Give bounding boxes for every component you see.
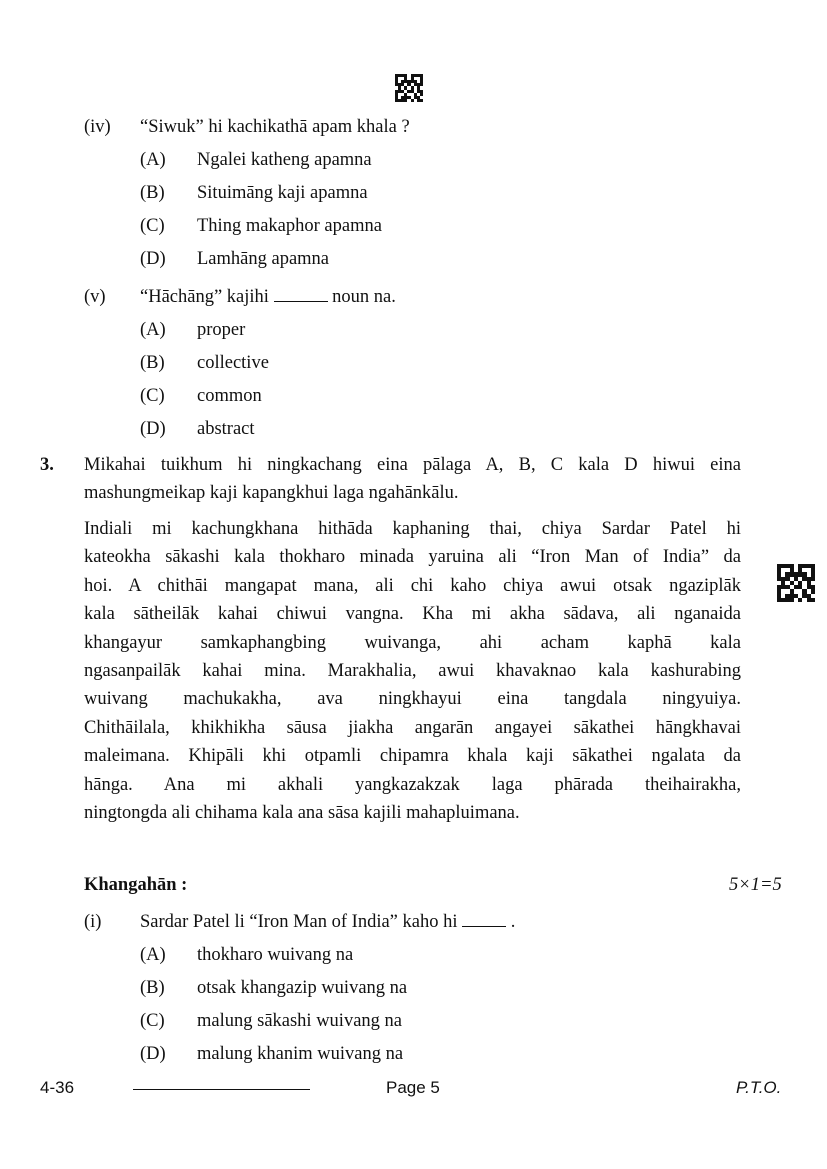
option-label: (B) [140, 183, 165, 203]
passage-line: ngasanpailāk kahai mina. Marakhalia, awui khavaknao kala kashurabing [84, 661, 741, 682]
passage [84, 515, 741, 827]
question-i-text-after: . [510, 912, 516, 932]
please-turn-over: P.T.O. [736, 1078, 782, 1097]
option-text: proper [197, 320, 246, 340]
option-label: (B) [140, 353, 165, 373]
paper-code: 4-36 [40, 1078, 75, 1097]
page-number: Page 5 [386, 1078, 440, 1097]
option-label: (C) [140, 216, 165, 236]
option-text: common [197, 386, 262, 406]
option-label: (A) [140, 150, 166, 170]
passage-line: wuivang machukakha, ava ningkhayui eina tangdala ningyuiya. [84, 689, 741, 710]
passage-line: kala sātheilāk kahai chiwui vangna. Kha mi akha sādava, ali nganaida [84, 604, 741, 625]
question-iv-text: “Siwuk” hi kachikathā apam khala ? [140, 117, 410, 137]
question-v-number: (v) [84, 287, 106, 307]
passage-line: kateokha sākashi kala thokharo minada yaruina ali “Iron Man of India” da [84, 547, 741, 568]
passage-line: maleimana. Khipāli khi otpamli chipamra khala kaji sākathei ngalata da [84, 746, 741, 767]
option-text: thokharo wuivang na [197, 945, 354, 965]
instruction-line: mashungmeikap kaji kapangkhui laga ngahānkālu. [84, 483, 459, 504]
option-text: malung khanim wuivang na [197, 1044, 404, 1064]
option-text: abstract [197, 419, 255, 439]
passage-line: Indiali mi kachungkhana hithāda kaphaning thai, chiya Sardar Patel hi [84, 519, 741, 539]
footer-divider [133, 1089, 310, 1090]
question-3-instruction [84, 451, 741, 508]
option-text: Lamhāng apamna [197, 249, 330, 269]
qr-code-top [395, 74, 423, 102]
marks-allocation: 5×1=5 [729, 875, 782, 895]
option-text: collective [197, 353, 269, 373]
option-label: (B) [140, 978, 165, 998]
option-label: (D) [140, 1044, 166, 1064]
passage-line: hoi. A chithāi mangapat mana, ali chi kaho chiya awui otsak ngaziplāk [84, 575, 741, 596]
passage-line: khangayur samkaphangbing wuivanga, ahi acham kaphā kala [84, 632, 741, 653]
questions-heading: Khangahān : [84, 875, 188, 895]
question-3-number: 3. [40, 455, 54, 475]
question-i-number: (i) [84, 912, 102, 932]
option-label: (D) [140, 249, 166, 269]
answer-blank [274, 287, 328, 302]
option-label: (A) [140, 945, 166, 965]
passage-line: Chithāilala, khikhikha sāusa jiakha angarān angayei sākathei hāngkhavai [84, 717, 741, 738]
option-text: Situimāng kaji apamna [197, 183, 368, 203]
option-label: (C) [140, 1011, 165, 1031]
passage-line: hānga. Ana mi akhali yangkazakzak laga phārada theihairakha, [84, 774, 741, 795]
question-v-text [140, 283, 396, 311]
question-v-text-before: “Hāchāng” kajihi [140, 287, 269, 307]
question-v-text-after: noun na. [332, 287, 396, 307]
question-i-text-before: Sardar Patel li “Iron Man of India” kaho hi [140, 912, 458, 932]
answer-blank [462, 912, 506, 927]
passage-line: ningtongda ali chihama kala ana sāsa kajili mahapluimana. [84, 803, 520, 824]
option-text: Thing makaphor apamna [197, 216, 382, 236]
option-text: malung sākashi wuivang na [197, 1011, 402, 1031]
question-iv-number: (iv) [84, 117, 111, 137]
option-text: Ngalei katheng apamna [197, 150, 372, 170]
option-label: (D) [140, 419, 166, 439]
option-text: otsak khangazip wuivang na [197, 978, 408, 998]
question-i-text [140, 908, 515, 936]
instruction-line: Mikahai tuikhum hi ningkachang eina pālaga A, B, C kala D hiwui eina [84, 455, 741, 475]
option-label: (C) [140, 386, 165, 406]
qr-code-side [777, 564, 815, 602]
option-label: (A) [140, 320, 166, 340]
